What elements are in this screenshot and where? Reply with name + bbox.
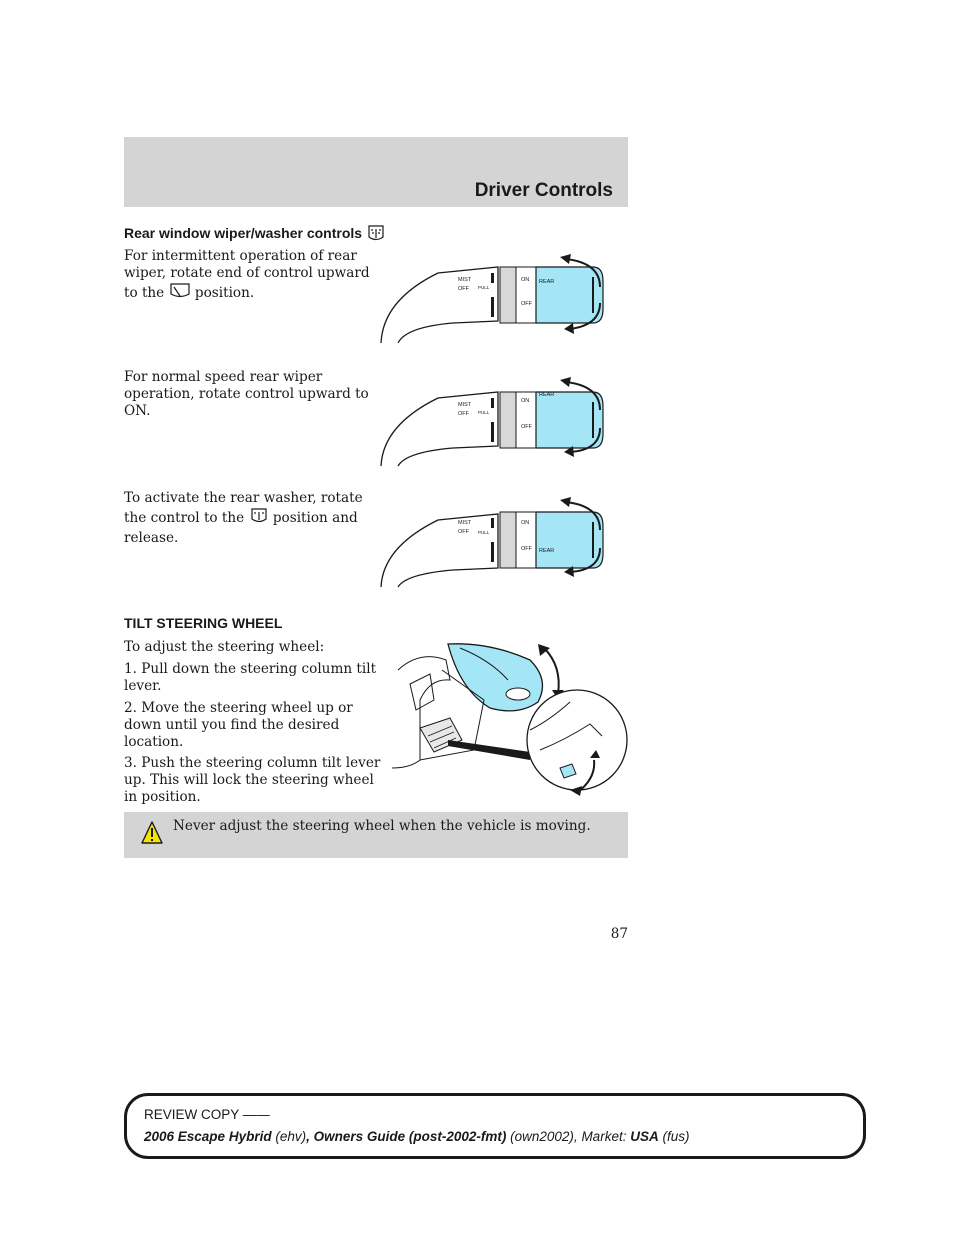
stalk-on-label: ON [521,277,530,283]
stalk-off-label: OFF [458,286,469,292]
rear-wiper-heading-text: Rear window wiper/washer controls [124,225,363,242]
stalk-off-label: OFF [458,411,469,417]
stalk-rear-label: REAR [539,279,555,285]
washer-icon [249,507,269,530]
stalk-mist-label: MIST [458,520,472,526]
page-title: Driver Controls [474,180,613,201]
review-copy-footer [124,1093,866,1159]
stalk-pull-label: PULL [478,530,490,535]
footer-model-code: (ehv) [271,1129,307,1144]
wiper-icon [169,282,191,305]
rear-wiper-paragraph-1 [124,248,374,305]
stalk-mist-label: MIST [458,277,472,283]
p3-text-end: position and release. [124,510,358,546]
tilt-steering-heading: TILT STEERING WHEEL [124,615,283,631]
wiper-stalk-illustration-intermittent [378,245,618,345]
wiper-stalk-illustration-on [378,370,618,470]
footer-market: USA [630,1129,659,1144]
washer-icon [366,223,386,246]
p1-text-end: position. [194,285,255,301]
footer-review-label: REVIEW COPY —— [144,1107,270,1122]
tilt-step-3: 3. Push the steering column tilt lever up. This will lock the steering wheel in position. [124,755,381,805]
footer-guide-code: (own2002) [506,1129,574,1144]
tilt-step-2: 2. Move the steering wheel up or down until you find the desired location. [124,700,353,750]
stalk-on-label: ON [521,398,530,404]
tilt-intro: To adjust the steering wheel: [124,639,325,655]
footer-model: 2006 Escape Hybrid [144,1129,272,1144]
rear-wiper-paragraph-2: For normal speed rear wiper operation, rotate control upward to ON. [124,369,369,419]
stalk-off2-label: OFF [521,424,532,430]
footer-guide: Owners Guide (post-2002-fmt) [313,1129,507,1144]
p1-text: For intermittent operation of rear wiper, rotate end of control upward to the [124,248,370,301]
stalk-on-label: ON [521,520,530,526]
stalk-off-label: OFF [458,529,469,535]
stalk-pull-label: PULL [478,410,490,415]
footer-sep-2: , Market: [573,1129,631,1144]
stalk-off2-label: OFF [521,546,532,552]
p3-text: To activate the rear washer, rotate the control to the [124,490,363,526]
footer-sep-1: , [306,1129,314,1144]
section-header-band [124,137,628,207]
warning-triangle-icon [140,820,164,850]
footer-market-code: (fus) [658,1129,690,1144]
warning-box [124,812,628,858]
stalk-rear-label: REAR [539,392,555,398]
stalk-mist-label: MIST [458,402,472,408]
rear-wiper-heading [124,223,386,246]
wiper-stalk-illustration-washer [378,492,618,592]
stalk-rear-label: REAR [539,548,555,554]
rear-wiper-paragraph-3 [124,490,374,547]
tilt-steering-illustration [390,640,630,804]
tilt-step-1: 1. Pull down the steering column tilt lever. [124,661,377,694]
footer-document-info [144,1129,689,1144]
stalk-off2-label: OFF [521,301,532,307]
warning-text: Never adjust the steering wheel when the vehicle is moving. [173,818,591,834]
page-number: 87 [610,926,628,942]
stalk-pull-label: PULL [478,285,490,290]
